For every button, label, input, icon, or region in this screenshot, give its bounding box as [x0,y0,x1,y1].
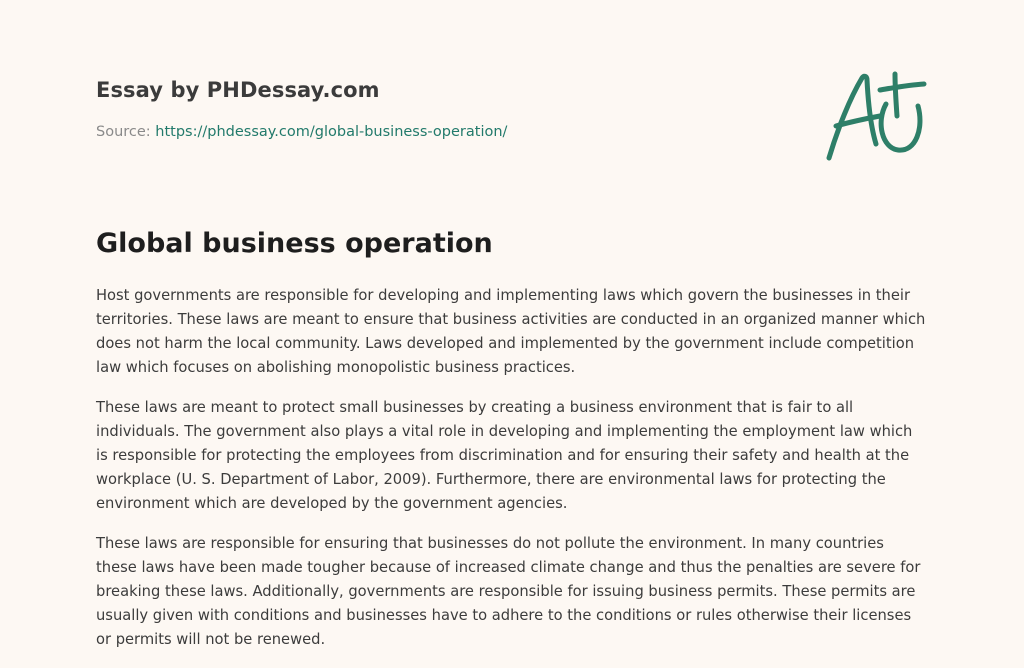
source-label: Source: [96,124,151,140]
essay-paragraph: These laws are responsible for ensuring that businesses do not pollute the environment. In many countries these laws have been made tougher because of increased climate change and thus the penalties are severe for breaking these laws. Additionally, governments are responsible for issuing business permits. These permits are usually given with conditions and businesses have to adhere to the conditions or rules otherwise their licenses or permits will not be renewed. [96,535,921,648]
source-link[interactable]: https://phdessay.com/global-business-operation/ [155,124,508,140]
essay-body [96,284,928,668]
a-plus-logo-icon [820,66,930,166]
brand-title: Essay by PHDessay.com [96,78,380,102]
essay-paragraph: These laws are meant to protect small businesses by creating a business environment that is fair to all individuals. The government also plays a vital role in developing and implementing the employment law which is responsible for protecting the employees from discrimination and for ensuring their safety and health at the workplace (U. S. Department of Labor, 2009). Furthermore, there are environmental laws for protecting the environment which are developed by the government agencies. [96,399,913,512]
essay-header [96,76,796,142]
essay-title: Global business operation [96,228,493,259]
source-line [96,122,796,142]
essay-paragraph: Host governments are responsible for developing and implementing laws which govern the businesses in their territories. These laws are meant to ensure that business activities are conducted in an organized manner which does not harm the local community. Laws developed and implemented by the government include competition law which focuses on abolishing monopolistic business practices. [96,287,926,376]
